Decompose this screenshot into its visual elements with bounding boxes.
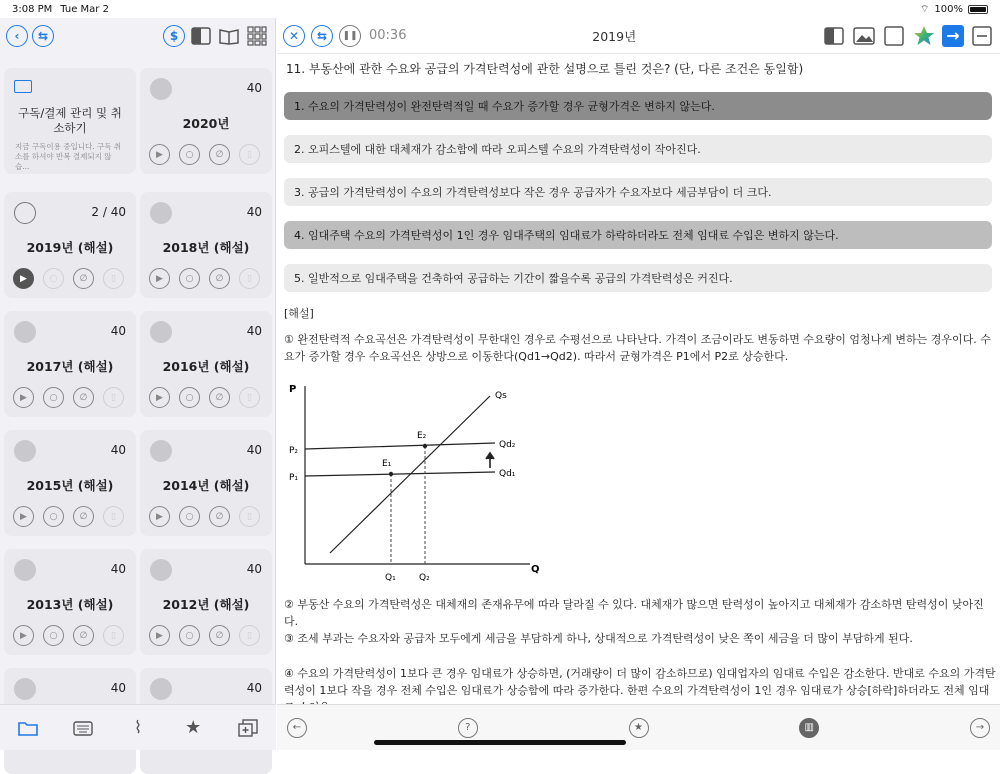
card-title: 2017년 (해설) <box>26 359 114 374</box>
sidebar <box>0 18 276 750</box>
square-icon[interactable] <box>882 24 906 48</box>
play-icon[interactable]: ▶ <box>13 625 34 646</box>
question-text: 11. 부동산에 관한 수요와 공급의 가격탄력성에 관한 설명으로 틀린 것은? (단, 다른 조건은 동일함) <box>286 62 804 76</box>
main-panel <box>277 18 1000 750</box>
card-count: 40 <box>110 443 126 457</box>
sidebar-tabbar <box>0 704 276 750</box>
graph-label-p1: P₁ <box>289 473 299 483</box>
card-title: 2012년 (해설) <box>162 597 250 612</box>
status-dot <box>14 559 36 581</box>
graph-label-q1: Q₁ <box>385 573 396 583</box>
exam-card[interactable] <box>4 549 136 655</box>
battery-label: 100% <box>934 3 963 15</box>
prev-arrow-icon[interactable]: ← <box>287 718 307 738</box>
search-icon[interactable]: ○ <box>179 387 200 408</box>
home-indicator <box>374 740 626 745</box>
card-count: 40 <box>110 324 126 338</box>
status-time: 3:08 PM <box>12 3 53 15</box>
status-date: Tue Mar 2 <box>60 3 109 15</box>
page-title: 2019년 <box>592 28 637 44</box>
main-toolbar <box>277 18 1000 54</box>
card-title: 2013년 (해설) <box>26 597 114 612</box>
book-icon[interactable] <box>217 24 241 48</box>
status-dot <box>150 202 172 224</box>
sync-button[interactable]: ⇆ <box>311 25 333 47</box>
exam-grid <box>0 68 276 700</box>
book-circle-icon[interactable]: ▥ <box>799 718 819 738</box>
trash-icon[interactable]: ▯ <box>103 506 124 527</box>
card-count: 40 <box>246 81 262 95</box>
attach-icon[interactable]: ∅ <box>209 268 230 289</box>
sidebar-toolbar <box>0 18 275 54</box>
exam-card[interactable] <box>140 311 272 417</box>
subscription-title: 구독/결제 관리 및 취소하기 <box>18 106 122 135</box>
attach-icon[interactable]: ∅ <box>209 144 230 165</box>
trash-icon[interactable]: ▯ <box>103 268 124 289</box>
next-arrow-icon[interactable]: → <box>942 25 964 47</box>
add-copy-icon[interactable] <box>236 716 260 740</box>
search-icon[interactable]: ○ <box>179 268 200 289</box>
trash-icon[interactable]: ▯ <box>239 268 260 289</box>
subscription-desc: 지금 구독이용 중입니다. 구독 취소를 하셔야 반복 결제되지 않습... <box>15 142 122 171</box>
wifi-icon: ⌔ <box>920 3 930 15</box>
play-icon[interactable]: ▶ <box>13 268 34 289</box>
paperclip-icon[interactable]: ⌇ <box>133 717 143 738</box>
play-icon[interactable]: ▶ <box>13 506 34 527</box>
exam-card[interactable] <box>140 68 272 174</box>
pause-button[interactable]: ❚❚ <box>339 25 361 47</box>
status-bar <box>0 0 1000 18</box>
status-dot <box>150 321 172 343</box>
card-count: 40 <box>246 324 262 338</box>
attach-icon[interactable]: ∅ <box>73 387 94 408</box>
close-button[interactable]: ✕ <box>283 25 305 47</box>
option-3[interactable]: 3. 공급의 가격탄력성이 수요의 가격탄력성보다 작은 경우 공급자가 수요자보다 세금부담이 더 크다. <box>284 178 992 206</box>
refresh-icon <box>14 202 36 224</box>
status-dot <box>150 78 172 100</box>
attach-icon[interactable]: ∅ <box>209 387 230 408</box>
explanation-paragraph-1: ① 완전탄력적 수요곡선은 가격탄력성이 무한대인 경우로 수평선으로 나타난다. 가격이 조금이라도 변동하면 수요량이 엄청나게 변하는 경우이다. 수요가 증가할 경우 수요곡선은 상방으로 이동한다(Qd1→Qd2). 따라서 균형가격은 P1에서 P2로 상승한다. <box>284 333 991 363</box>
card-count: 2 / 40 <box>91 205 126 219</box>
explanation-paragraph-2: ② 부동산 수요의 가격탄력성은 대체재의 존재유무에 따라 달라질 수 있다. 대체재가 많으면 탄력성이 높아지고 대체재가 감소하면 탄력성이 낮아진다. <box>284 598 984 628</box>
status-dot <box>14 440 36 462</box>
option-4[interactable]: 4. 임대주택 수요의 가격탄력성이 1인 경우 임대주택의 임대료가 하락하더라도 전체 임대료 수입은 변하지 않는다. <box>284 221 992 249</box>
play-icon[interactable]: ▶ <box>149 387 170 408</box>
explanation-paragraph-4: ④ 수요의 가격탄력성이 1보다 큰 경우 임대료가 상승하면, (거래량이 더 많이 감소하므로) 임대업자의 임대료 수입은 감소한다. 반대로 수요의 가격탄력성이 1보다 작을 경우 전체 수입은 임대료가 상승함에 따라 증가한다. 한편 수요의 가격탄력성이 1인 경우 임대료가 상승[하락]하더라도 전체 임대 <box>284 667 996 697</box>
explanation-paragraph-3: ③ 조세 부과는 수요자와 공급자 모두에게 세금을 부담하게 하나, 상대적으로 가격탄력성이 낮은 쪽이 세금을 더 많이 부담하게 된다. <box>284 632 913 645</box>
trash-icon[interactable]: ▯ <box>239 625 260 646</box>
exam-card[interactable] <box>140 192 272 298</box>
keyboard-icon[interactable] <box>71 716 95 740</box>
graph-label-p2: P₂ <box>289 446 299 456</box>
play-icon[interactable]: ▶ <box>149 268 170 289</box>
status-dot <box>150 678 172 700</box>
supply-demand-graph <box>285 376 545 586</box>
attach-icon[interactable]: ∅ <box>73 625 94 646</box>
trash-icon[interactable]: ▯ <box>239 144 260 165</box>
card-icon <box>14 80 32 93</box>
search-icon[interactable]: ○ <box>179 506 200 527</box>
search-icon[interactable]: ○ <box>43 506 64 527</box>
sync-button[interactable]: ⇆ <box>32 25 54 47</box>
star-color-icon[interactable] <box>912 24 936 48</box>
dollar-button[interactable]: $ <box>163 25 185 47</box>
graph-label-qd1: Qd₁ <box>499 469 516 479</box>
trash-icon[interactable]: ▯ <box>103 625 124 646</box>
card-count: 40 <box>246 562 262 576</box>
play-icon[interactable]: ▶ <box>149 144 170 165</box>
trash-icon[interactable]: ▯ <box>239 387 260 408</box>
card-title: 2014년 (해설) <box>162 478 250 493</box>
option-1[interactable]: 1. 수요의 가격탄력성이 완전탄력적일 때 수요가 증가할 경우 균형가격은 변하지 않는다. <box>284 92 992 120</box>
help-icon[interactable]: ? <box>458 718 478 738</box>
search-icon[interactable]: ○ <box>43 625 64 646</box>
next-circle-icon[interactable]: → <box>970 718 990 738</box>
attach-icon[interactable]: ∅ <box>209 506 230 527</box>
folder-icon[interactable] <box>16 716 40 740</box>
status-dot <box>14 321 36 343</box>
collapse-icon[interactable] <box>970 24 994 48</box>
exam-card[interactable] <box>4 311 136 417</box>
split-view-icon[interactable] <box>822 24 846 48</box>
subscription-card[interactable] <box>4 68 136 174</box>
play-icon[interactable]: ▶ <box>13 387 34 408</box>
exam-card[interactable] <box>4 192 136 298</box>
graph-label-q: Q <box>531 564 540 575</box>
card-count: 40 <box>246 443 262 457</box>
graph-label-e2: E₂ <box>417 431 427 441</box>
exam-card[interactable] <box>140 549 272 655</box>
star-outline-icon[interactable]: ★ <box>629 718 649 738</box>
trash-icon[interactable]: ▯ <box>103 387 124 408</box>
exam-card[interactable] <box>4 430 136 536</box>
card-count: 40 <box>246 205 262 219</box>
back-button[interactable]: ‹ <box>6 25 28 47</box>
status-dot <box>150 440 172 462</box>
search-icon[interactable]: ○ <box>179 144 200 165</box>
search-icon[interactable]: ○ <box>179 625 200 646</box>
card-title: 2019년 (해설) <box>26 240 114 255</box>
battery-icon <box>968 5 988 14</box>
option-2[interactable]: 2. 오피스텔에 대한 대체재가 감소함에 따라 오피스텔 수요의 가격탄력성이 작아진다. <box>284 135 992 163</box>
graph-label-qs: Qs <box>495 391 507 401</box>
timer: 00:36 <box>369 28 407 43</box>
status-dot <box>150 559 172 581</box>
attach-icon[interactable]: ∅ <box>73 506 94 527</box>
card-count: 40 <box>110 562 126 576</box>
exam-card[interactable] <box>140 430 272 536</box>
card-title: 2020년 <box>182 116 230 131</box>
image-icon[interactable] <box>852 24 876 48</box>
option-5[interactable]: 5. 일반적으로 임대주택을 건축하여 공급하는 기간이 짧을수록 공급의 가격탄력성은 커진다. <box>284 264 992 292</box>
card-title: 2016년 (해설) <box>162 359 250 374</box>
attach-icon[interactable]: ∅ <box>209 625 230 646</box>
graph-label-e1: E₁ <box>382 459 392 469</box>
card-count: 40 <box>246 681 262 695</box>
card-title: 2015년 (해설) <box>26 478 114 493</box>
status-dot <box>14 678 36 700</box>
search-icon[interactable]: ○ <box>43 387 64 408</box>
card-count: 40 <box>110 681 126 695</box>
play-icon[interactable]: ▶ <box>149 506 170 527</box>
card-title: 2018년 (해설) <box>162 240 250 255</box>
play-icon[interactable]: ▶ <box>149 625 170 646</box>
graph-label-qd2: Qd₂ <box>499 440 516 450</box>
attach-icon[interactable]: ∅ <box>73 268 94 289</box>
trash-icon[interactable]: ▯ <box>239 506 260 527</box>
star-icon[interactable]: ★ <box>185 717 202 738</box>
search-icon[interactable]: ○ <box>43 268 64 289</box>
sidebar-toggle-icon[interactable] <box>189 24 213 48</box>
grid-icon[interactable] <box>245 24 269 48</box>
graph-label-q2: Q₂ <box>419 573 430 583</box>
explanation-label: [해설] <box>284 307 314 320</box>
graph-label-p: P <box>289 384 297 395</box>
